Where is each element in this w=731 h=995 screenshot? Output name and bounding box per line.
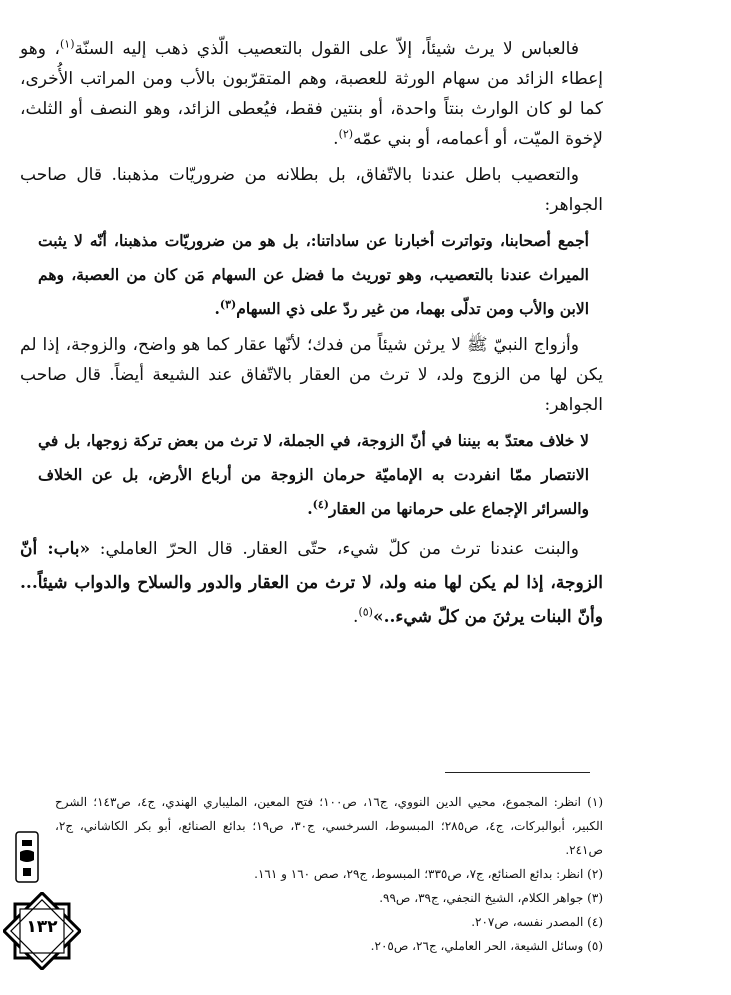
main-text [20, 34, 603, 634]
paragraph-4-quote: «باب: أنّ الزوجة، إذا لم يكن لها منه ولد، لا ترث من العقار والدور والسلاح والدواب شيئاً... وأنّ البنات يرثنَ من كلّ شيء..» [20, 539, 603, 627]
footnote-5: (٥) وسائل الشيعة، الحر العاملي، ج٢٦، ص٢٠٥. [370, 939, 603, 953]
footnote-1: (١) انظر: المجموع، محيي الدين النووي، ج١٦، ص١٠٠؛ فتح المعين، المليباري الهندي، ج٤، ص١٤٣؛ الشرح الكبير، أبوالبركات، ج٤، ص٢٨٥؛ المبسوط، السرخسي، ج٣٠، ص١٩؛ بدائع الصنائع، أبو بكر الكاشاني، ج٢، ص٢٤١. [55, 795, 603, 857]
footnote-2: (٢) انظر: بدائع الصنائع، ج٧، ص٣٣٥؛ المبسوط، ج٢٩، صص ١٦٠ و ١٦١. [254, 867, 603, 881]
paragraph-1: فالعباس لا يرث شيئاً، إلاّ على القول بالتعصيب الّذي ذهب إليه السنّة$^{(١)}$، وهو إعطاء الزائد من سهام الورثة للعصبة، وهم المتقرّبون بالأب ومن المراتب الأُخرى، كما لو كان الوارث بنتاً واحدة، أو بنتين فقط، فيُعطى الزائد، وهو النصف أو الثلث، لإخوة الميّت، أو أعمامه، أو بني عمّه$^{(٢)}$. [20, 37, 603, 149]
paragraph-4: والبنت عندنا ترث من كلّ شيء، حتّى العقار. قال الحرّ العاملي: «باب: أنّ الزوجة، إذا لم يكن لها منه ولد، لا ترث من العقار والدور والسلاح والدواب شيئاً... وأنّ البنات يرثنَ من كلّ شيء..»$^{(٥)}$. [20, 539, 603, 627]
quote-block-2: لا خلاف معتدّ به بيننا في أنّ الزوجة، في الجملة، لا ترث من بعض تركة زوجها، بل في الانتصار ممّا انفردت به الإماميّة حرمان الزوجة من أرباع الأرض، بل عن الخلاف والسرائر الإجماع على حرمانها من العقار$^{(٤)}$. [38, 431, 589, 518]
publisher-logo-icon [14, 830, 40, 884]
page-number: ١٣٢ [26, 917, 58, 937]
footnotes [55, 790, 603, 958]
footnote-ref-4[interactable]: (٤) [312, 497, 329, 511]
quote-block-1: أجمع أصحابنا، وتواترت أخبارنا عن ساداتنا:، بل هو من ضروريّات مذهبنا، أنّه لا يثبت الميراث عندنا بالتعصيب، وهو توريث ما فضل عن السهام مَن كان من العصبة، وهم الابن والأب ومن تدلّى بهما، من غير ردّ على ذي السهام$^{(٣)}$. [38, 231, 589, 318]
footnote-ref-2[interactable]: (٢) [338, 127, 354, 141]
paragraph-3: وأزواج النبيّ ﷺ لا يرثن شيئاً من فدك؛ لأنّها عقار كما هو واضح، والزوجة، إذا لم يكن لها من الزوج ولد، لا ترث من العقار بالاتّفاق عند الشيعة أيضاً. قال صاحب الجواهر: [20, 335, 603, 415]
footnote-4: (٤) المصدر نفسه، ص٢٠٧. [471, 915, 603, 929]
footnote-ref-5[interactable]: (٥) [358, 605, 373, 619]
footnote-ref-3[interactable]: (٣) [219, 297, 237, 311]
footnote-3: (٣) جواهر الكلام، الشيخ النجفي، ج٣٩، ص٩٩. [379, 891, 603, 905]
footnote-divider [445, 772, 590, 773]
paragraph-2: والتعصيب باطل عندنا بالاتّفاق، بل بطلانه من ضروريّات مذهبنا. قال صاحب الجواهر: [20, 165, 603, 215]
footnote-ref-1[interactable]: (١) [59, 37, 75, 51]
